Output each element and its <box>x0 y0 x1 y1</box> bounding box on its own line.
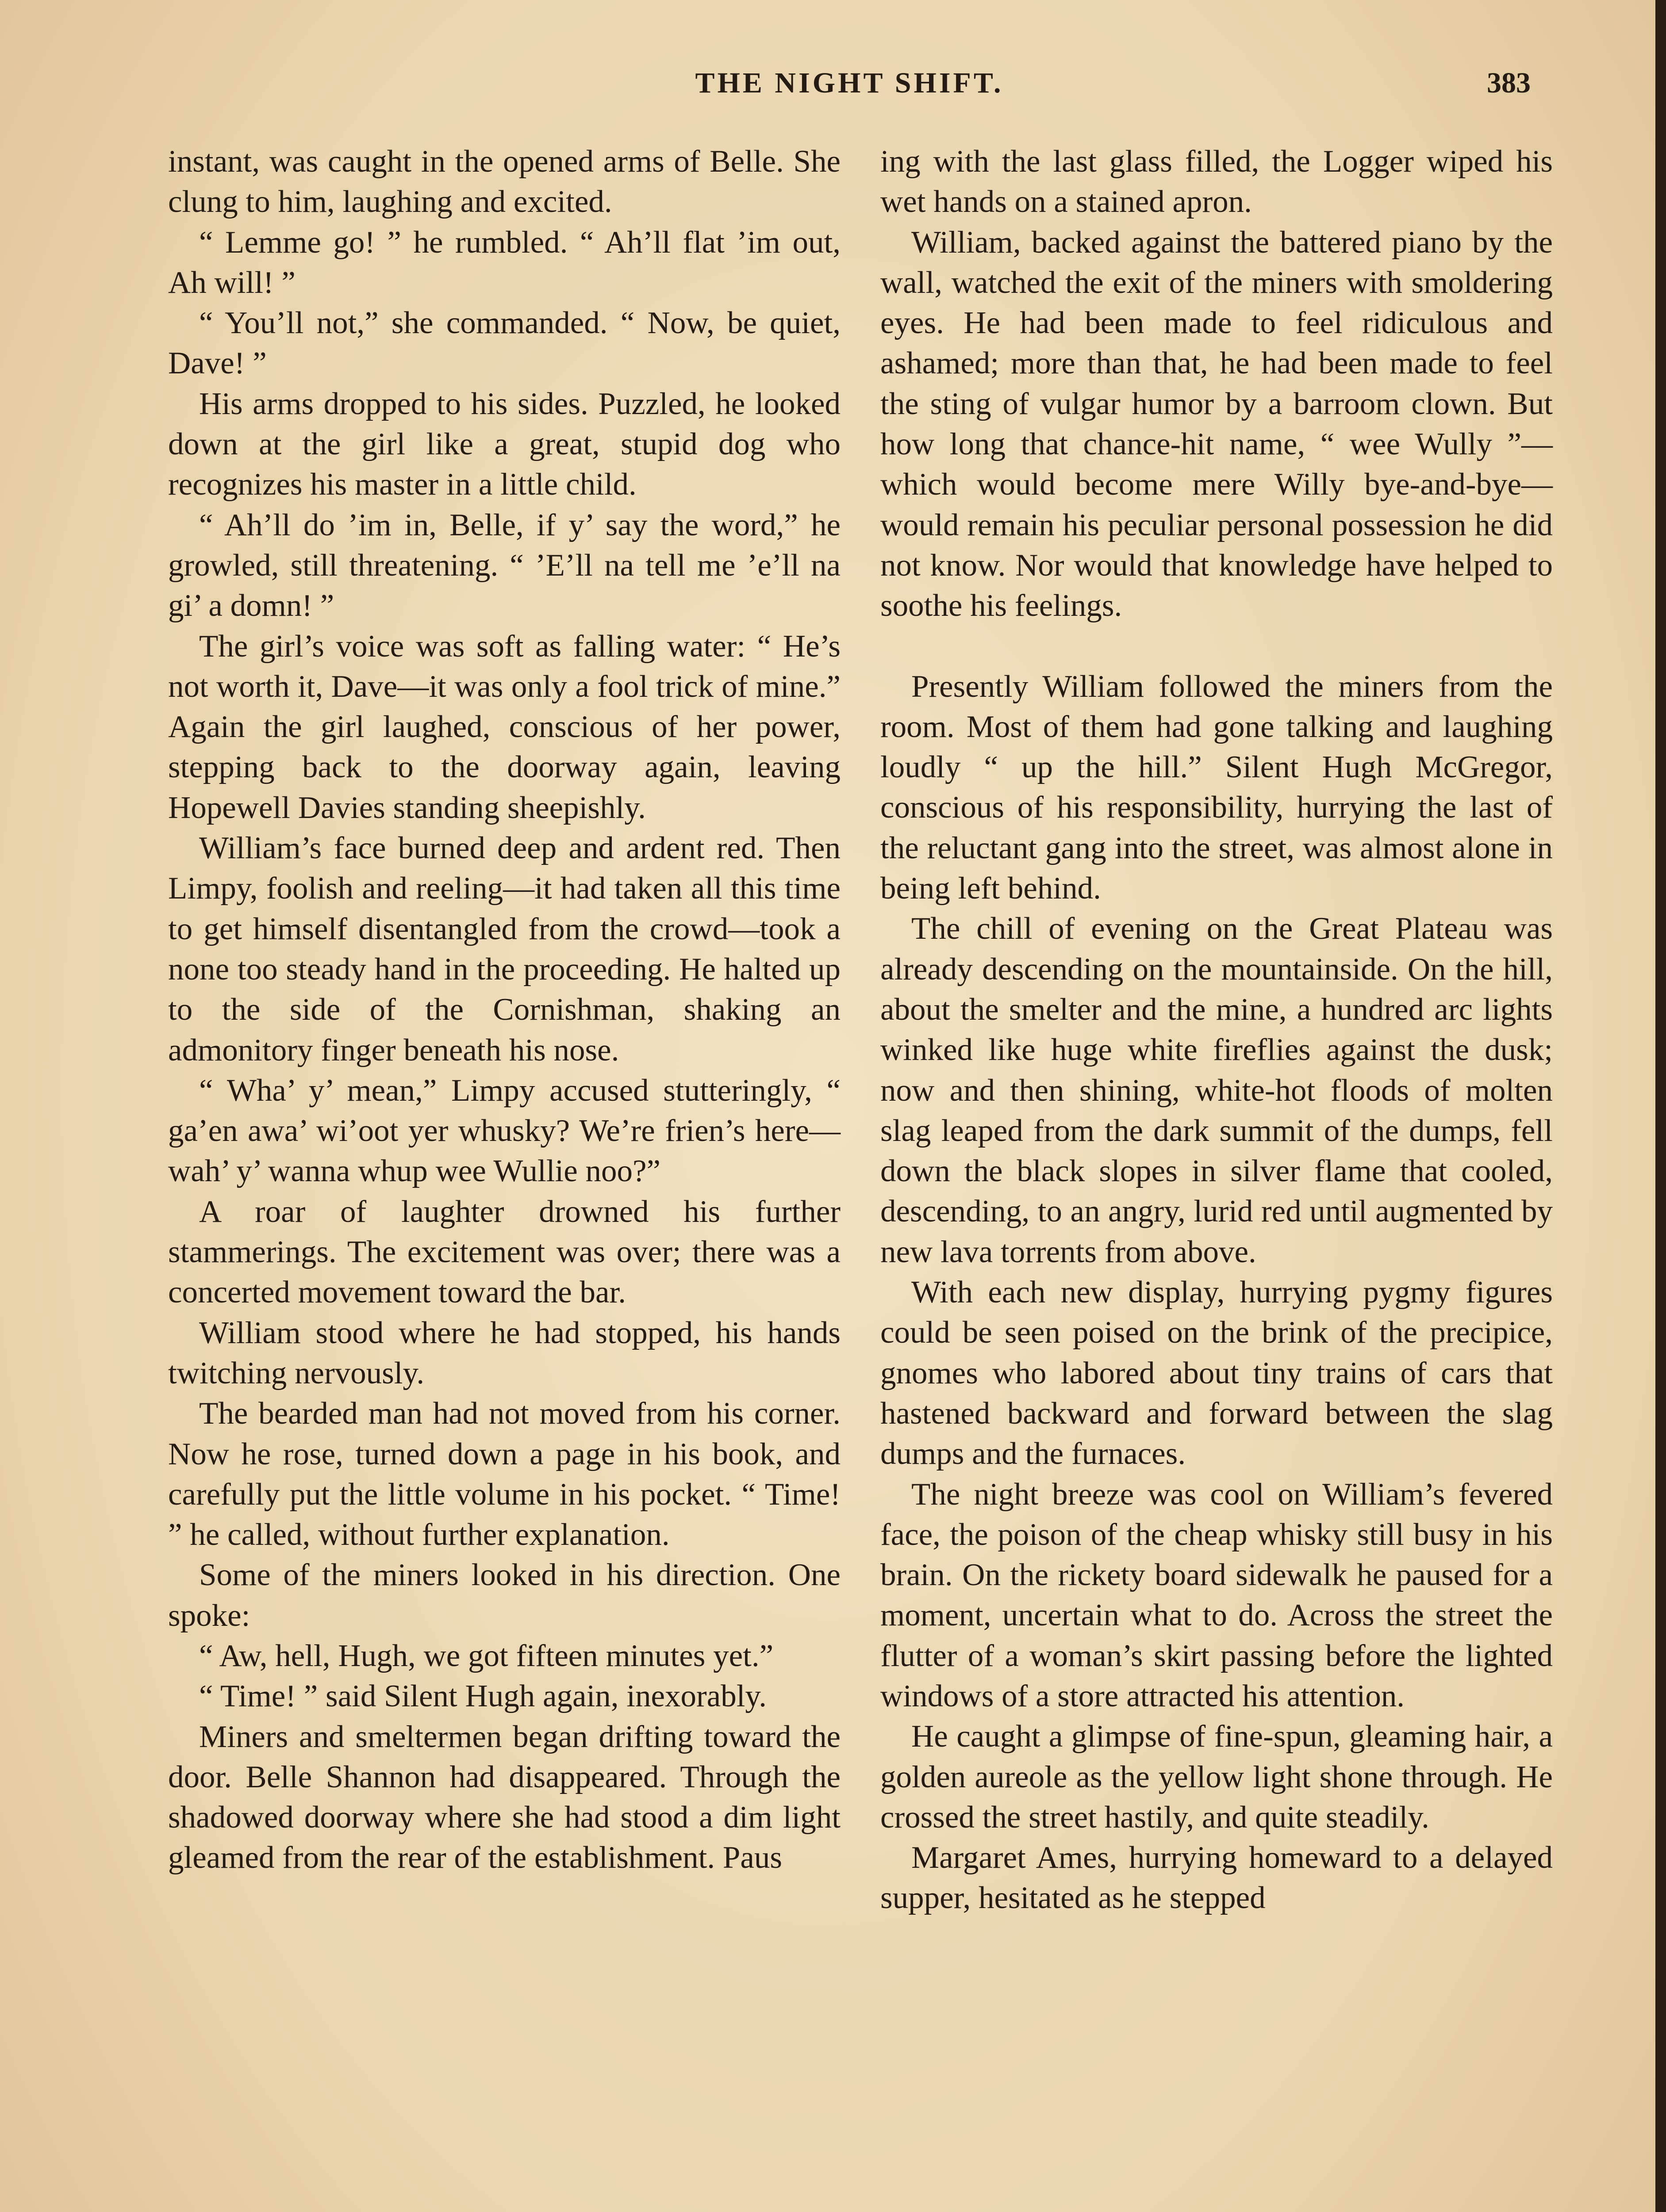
paragraph: The girl’s voice was soft as falling water: “ He’s not worth it, Dave—it was only a fool trick of mine.” Again the girl laughed, conscious of her power, stepping back to the doorway again, leaving Hopewell Davies standing sheepishly. <box>168 629 841 825</box>
paragraph: instant, was caught in the opened arms of Belle. She clung to him, laughing and excited. <box>168 144 841 219</box>
paragraph: “ Aw, hell, Hugh, we got fifteen minutes yet.” <box>199 1638 774 1673</box>
page-number: 383 <box>1487 67 1531 99</box>
paragraph: “ Time! ” said Silent Hugh again, inexorably. <box>199 1679 767 1714</box>
paragraph: Margaret Ames, hurrying homeward to a delayed supper, hesitated as he stepped <box>880 1840 1553 1916</box>
paragraph: William’s face burned deep and ardent red. Then Limpy, foolish and reeling—it had taken all this time to get himself disentangled from the crowd—took a none too steady hand in the proceeding. He halted up to the side of the Cornishman, shaking an admonitory finger beneath his nose. <box>168 831 841 1068</box>
paragraph: Some of the miners looked in his direction. One spoke: <box>168 1558 841 1633</box>
paragraph: The night breeze was cool on William’s fevered face, the poison of the cheap whisky still busy in his brain. On the rickety board sidewalk he paused for a moment, uncertain what to do. Across the street the flutter of a woman’s skirt passing before the lighted windows of a store attracted his attention. <box>880 1477 1553 1713</box>
paragraph: The chill of evening on the Great Plateau was already descending on the mountainside. On the hill, about the smelter and the mine, a hundred arc lights winked like huge white fireflies against the dusk; now and then shining, white-hot floods of molten slag leaped from the dark summit of the dumps, fell down the black slopes in silver flame that cooled, descending, to an angry, lurid red until augmented by new lava torrents from above. <box>880 911 1553 1269</box>
paragraph: William stood where he had stopped, his hands twitching nervously. <box>168 1315 841 1390</box>
paragraph: Presently William followed the miners from the room. Most of them had gone talking and laughing loudly “ up the hill.” Silent Hugh McGregor, conscious of his responsibility, hurrying the last of the reluctant gang into the street, was almost alone in being left behind. <box>880 669 1553 906</box>
paragraph: A roar of laughter drowned his further stammerings. The excitement was over; there was a concerted movement toward the bar. <box>168 1194 841 1310</box>
running-head: THE NIGHT SHIFT. <box>695 67 1004 99</box>
paragraph: He caught a glimpse of fine-spun, gleaming hair, a golden aureole as the yellow light shone through. He crossed the street hastily, and quite steadily. <box>880 1719 1553 1835</box>
paragraph: The bearded man had not moved from his corner. Now he rose, turned down a page in his book, and carefully put the little volume in his pocket. “ Time! ” he called, without further explanation. <box>168 1396 841 1552</box>
paragraph: “ Wha’ y’ mean,” Limpy accused stutteringly, “ ga’en awa’ wi’oot yer whusky? We’re frien’s here—wah’ y’ wanna whup wee Wullie noo?” <box>168 1073 841 1189</box>
paragraph: ing with the last glass filled, the Logger wiped his wet hands on a stained apron. <box>880 144 1553 219</box>
left-column <box>168 142 841 2212</box>
right-column <box>880 142 1553 2212</box>
paragraph: “ You’ll not,” she commanded. “ Now, be quiet, Dave! ” <box>168 306 841 381</box>
paragraph: His arms dropped to his sides. Puzzled, he looked down at the girl like a great, stupid dog who recognizes his master in a little child. <box>168 386 841 502</box>
paragraph: “ Lemme go! ” he rumbled. “ Ah’ll flat ’im out, Ah will! ” <box>168 225 841 300</box>
paragraph: William, backed against the battered piano by the wall, watched the exit of the miners with smoldering eyes. He had been made to feel ridiculous and ashamed; more than that, he had been made to feel the sting of vulgar humor by a barroom clown. But how long that chance-hit name, “ wee Wully ”—which would become mere Willy bye-and-bye—would remain his peculiar personal possession he did not know. Nor would that knowledge have helped to soothe his feelings. <box>880 225 1553 623</box>
paragraph: “ Ah’ll do ’im in, Belle, if y’ say the word,” he growled, still threatening. “ ’E’ll na tell me ’e’ll na gi’ a domn! ” <box>168 507 841 623</box>
paragraph: Miners and smeltermen began drifting toward the door. Belle Shannon had disappeared. Through the shadowed doorway where she had stood a dim light gleamed from the rear of the establishment. Paus <box>168 1719 841 1875</box>
paragraph: With each new display, hurrying pygmy figures could be seen poised on the brink of the precipice, gnomes who labored about tiny trains of cars that hastened backward and forward between the slag dumps and the furnaces. <box>880 1275 1553 1471</box>
page-header <box>168 66 1531 115</box>
